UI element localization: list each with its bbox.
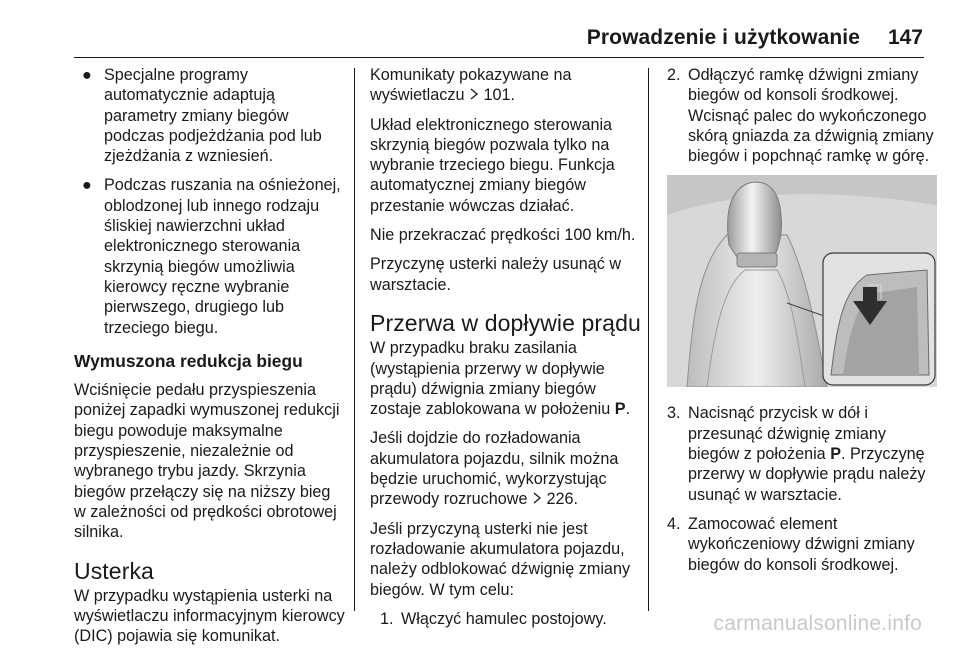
bullet-icon: ● — [82, 176, 92, 195]
paragraph: Układ elektronicznego sterowania skrzynią biegów pozwala tylko na wybranie trzeciego biegu. Funkcja automatycznej zmiany biegów przestanie wówczas działać. — [370, 115, 615, 215]
fault-heading: Usterka — [74, 557, 154, 584]
paragraph-text: Jeśli dojdzie do rozładowania akumulatora pojazdu, silnik można będzie uruchomić, wykorzystując przewody rozruchowe — [370, 429, 619, 509]
kickdown-paragraph: Wciśnięcie pedału przyspieszenia poniżej zapadki wymuszonej redukcji biegu powoduje maksymalne przyspieszenie, niezależnie od wybranego trybu jazdy. Skrzynia biegów przełączy się na niższy bieg w zależności od prędkości obrotowej silnika. — [74, 381, 340, 542]
paragraph — [370, 65, 642, 106]
paragraph — [370, 338, 642, 419]
column-divider — [354, 68, 355, 611]
bullet-text: Podczas ruszania na ośnieżonej, oblodzonej lub innego rodzaju śliskiej nawierzchni układ elektronicznego sterowania skrzynią biegów umożliwia kierowcy ręczne wybranie pierwszego, drugiego lub trzeciego biegu. — [104, 176, 341, 337]
list-item — [667, 403, 937, 504]
list-item — [667, 65, 937, 166]
bullet-icon: ● — [82, 66, 92, 84]
kickdown-heading: Wymuszona redukcja biegu — [74, 350, 303, 371]
gear-lever-drawing — [667, 175, 937, 387]
gear-position-p: P — [830, 445, 842, 464]
fault-paragraph: W przypadku wystąpienia usterki na wyświetlaczu informacyjnym kierowcy (DIC) pojawia się komunikat. — [74, 586, 345, 646]
paragraph-text: Komunikaty pokazywane na wyświetlaczu — [370, 66, 572, 105]
column-3 — [667, 65, 937, 584]
page-reference[interactable]: 101. — [483, 86, 515, 105]
step-number: 4. — [667, 514, 681, 533]
column-2 — [370, 65, 642, 638]
list-item — [74, 175, 346, 337]
page-reference-arrow-icon — [469, 86, 479, 104]
page-header — [0, 0, 960, 56]
step-text — [688, 404, 926, 503]
step-text: Włączyć hamulec postojowy. — [401, 609, 607, 628]
step-text-part: . Przyczynę przerwy w dopływie prądu należy usunąć w warsztacie. — [688, 445, 926, 504]
bullet-text: Specjalne programy automatycznie adaptują parametry zmiany biegów podczas podjeżdżania pod lub zjeżdżania z wzniesień. — [104, 66, 322, 166]
page-reference-arrow-icon — [532, 490, 542, 508]
step-number: 1. — [380, 609, 394, 628]
step-text: Odłączyć ramkę dźwigni zmiany biegów od konsoli środkowej. Wcisnąć palec do wykończonego skórą gniazda za dźwignią zmiany biegów i popchnąć ramkę w górę. — [688, 66, 934, 166]
gear-position-p: P — [614, 400, 626, 419]
list-item — [667, 514, 937, 575]
step-number: 2. — [667, 66, 681, 84]
watermark: carmanualsonline.info — [713, 612, 922, 635]
paragraph: Jeśli przyczyną usterki nie jest rozładowanie akumulatora pojazdu, należy odblokować dźwignię zmiany biegów. W tym celu: — [370, 519, 631, 599]
step-text-part: Nacisnąć przycisk w dół i przesunąć dźwignię zmiany biegów z położenia — [688, 404, 886, 464]
gear-lever-illustration — [667, 175, 937, 387]
paragraph-text: . — [625, 400, 631, 419]
power-loss-heading: Przerwa w dopływie prądu — [370, 309, 641, 336]
list-item — [74, 65, 346, 166]
page-reference[interactable]: 226. — [546, 490, 578, 509]
page-number: 147 — [887, 26, 923, 49]
paragraph-text: W przypadku braku zasilania (wystąpienia przerwy w dopływie prądu) dźwignia zmiany biegów zostaje zablokowana w położeniu — [370, 339, 611, 419]
column-1 — [74, 65, 346, 656]
paragraph: Nie przekraczać prędkości 100 km/h. — [370, 226, 636, 245]
header-divider — [74, 57, 924, 58]
step-number: 3. — [667, 404, 681, 423]
paragraph: Przyczynę usterki należy usunąć w warsztacie. — [370, 255, 622, 294]
column-divider — [648, 68, 649, 611]
section-title: Prowadzenie i użytkowanie — [586, 26, 860, 49]
list-item — [380, 609, 642, 629]
step-text: Zamocować element wykończeniowy dźwigni zmiany biegów do konsoli środkowej. — [688, 514, 915, 574]
paragraph — [370, 428, 642, 509]
